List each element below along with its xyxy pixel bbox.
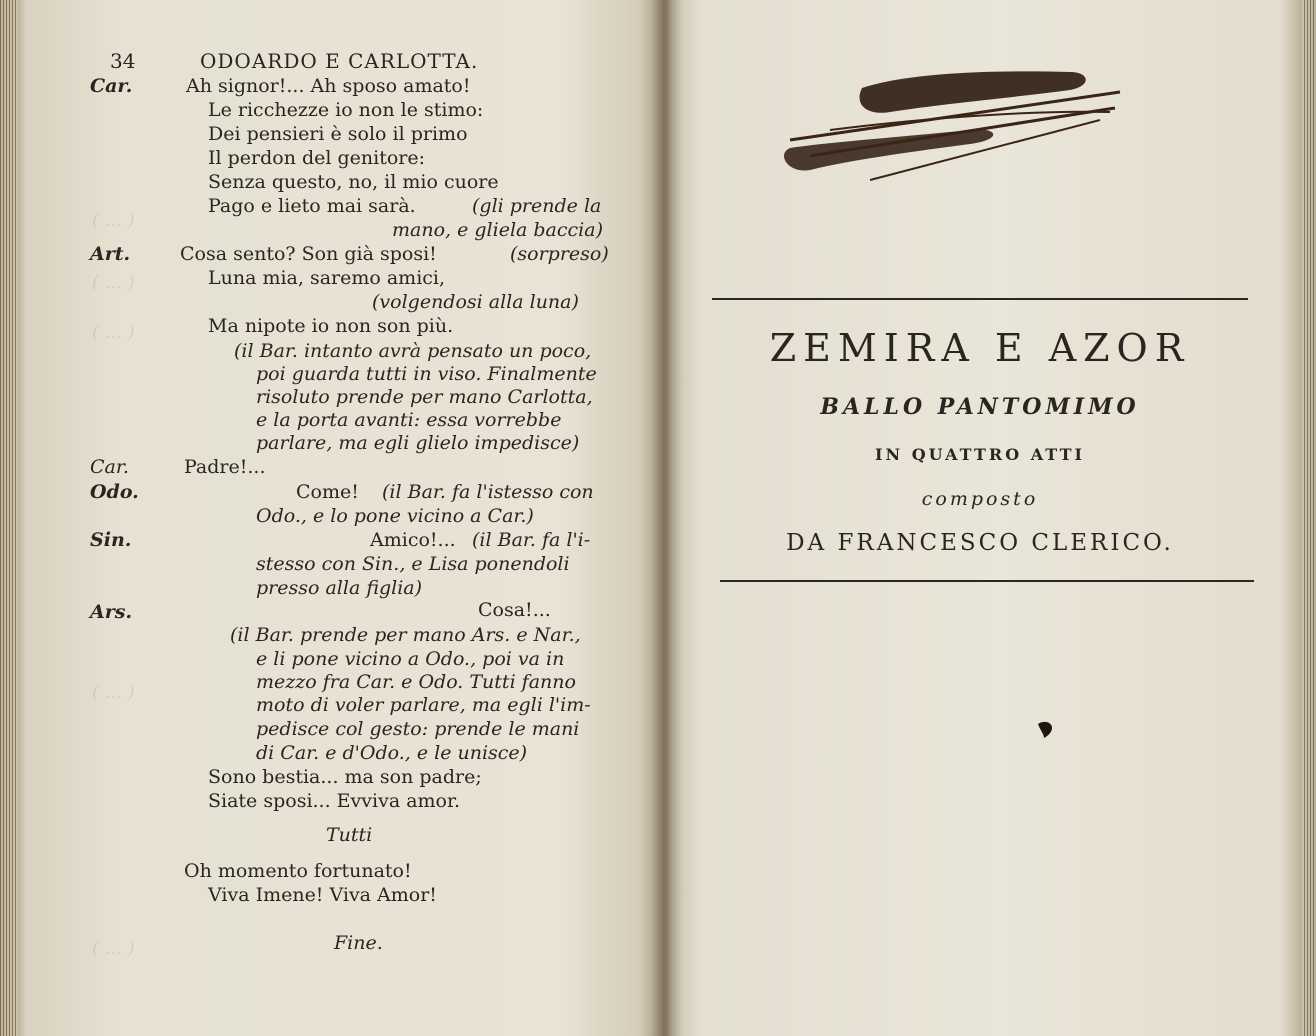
show-through-text: ( ... ) (92, 938, 135, 959)
verse-line: Pago e lieto mai sarà. (208, 195, 416, 217)
stage-direction: Odo., e lo pone vicino a Car.) (256, 505, 534, 527)
stage-direction: (sorpreso) (510, 243, 609, 265)
stage-direction: (volgendosi alla luna) (372, 291, 579, 313)
verse-line: Senza questo, no, il mio cuore (208, 171, 499, 193)
stage-direction: (il Bar. fa l'istesso con (382, 481, 594, 503)
ink-spot (1034, 718, 1058, 742)
speaker-label: Ars. (90, 601, 133, 623)
verse-line: Padre!... (184, 456, 266, 478)
verse-line: Cosa!... (478, 599, 551, 621)
stage-direction: risoluto prende per mano Carlotta, (256, 386, 593, 408)
verse-line: Dei pensieri è solo il primo (208, 123, 468, 145)
composed-line: composto (921, 488, 1039, 510)
verse-line: Sono bestia... ma son padre; (208, 766, 482, 788)
ink-stain (770, 60, 1130, 200)
author-line: DA FRANCESCO CLERICO. (786, 530, 1174, 556)
verse-line: Siate sposi... Evviva amor. (208, 790, 461, 812)
verse-line: Come! (296, 481, 359, 503)
stage-direction: (il Bar. prende per mano Ars. e Nar., (230, 624, 581, 646)
title-rule-bottom (720, 580, 1254, 582)
show-through-text: ( ... ) (92, 272, 135, 293)
stage-direction: (il Bar. fa l'i- (472, 529, 591, 551)
verse-line: Cosa sento? Son già sposi! (180, 243, 437, 265)
speaker-label: Art. (90, 243, 131, 265)
stage-direction: moto di voler parlare, ma egli l'im- (256, 694, 591, 716)
verse-line: Viva Imene! Viva Amor! (208, 884, 437, 906)
stage-direction: mano, e gliela baccia) (392, 219, 603, 241)
stage-direction: (gli prende la (472, 195, 602, 217)
stage-direction: stesso con Sin., e Lisa ponendoli (256, 553, 570, 575)
speaker-label: Car. (90, 75, 133, 97)
running-head: ODOARDO E CARLOTTA. (200, 49, 479, 73)
verse-line: Le ricchezze io non le stimo: (208, 99, 484, 121)
speaker-label: Sin. (90, 529, 132, 551)
verse-line: Amico!... (370, 529, 456, 551)
acts-line: IN QUATTRO ATTI (875, 445, 1085, 464)
ballet-title: ZEMIRA E AZOR (769, 326, 1191, 370)
stage-direction: presso alla figlia) (256, 577, 423, 599)
stage-direction: e la porta avanti: essa vorrebbe (256, 409, 562, 431)
ballet-subtitle: BALLO PANTOMIMO (820, 394, 1140, 420)
chorus-label: Tutti (326, 824, 373, 846)
left-page-edges (0, 0, 18, 1036)
verse-line: Luna mia, saremo amici, (208, 267, 446, 289)
right-page-edges (1302, 0, 1316, 1036)
speaker-label: Car. (90, 456, 129, 478)
stage-direction: e li pone vicino a Odo., poi va in (256, 648, 565, 670)
stage-direction: di Car. e d'Odo., e le unisce) (256, 742, 528, 764)
title-rule-top (712, 298, 1248, 300)
stage-direction: (il Bar. intanto avrà pensato un poco, (234, 340, 592, 362)
stage-direction: mezzo fra Car. e Odo. Tutti fanno (256, 671, 576, 693)
show-through-text: ( ... ) (92, 210, 135, 231)
stage-direction: pedisce col gesto: prende le mani (256, 718, 580, 740)
speaker-label: Odo. (90, 481, 139, 503)
stage-direction: parlare, ma egli glielo impedisce) (256, 432, 580, 454)
book-gutter (652, 0, 682, 1036)
verse-line: Ah signor!... Ah sposo amato! (186, 75, 471, 97)
show-through-text: ( ... ) (92, 682, 135, 703)
verse-line: Oh momento fortunato! (184, 860, 412, 882)
verse-line: Ma nipote io non son più. (208, 315, 454, 337)
end-mark: Fine. (334, 932, 383, 954)
page-number: 34 (110, 49, 136, 73)
verse-line: Il perdon del genitore: (208, 147, 426, 169)
stage-direction: poi guarda tutti in viso. Finalmente (256, 363, 597, 385)
show-through-text: ( ... ) (92, 322, 135, 343)
